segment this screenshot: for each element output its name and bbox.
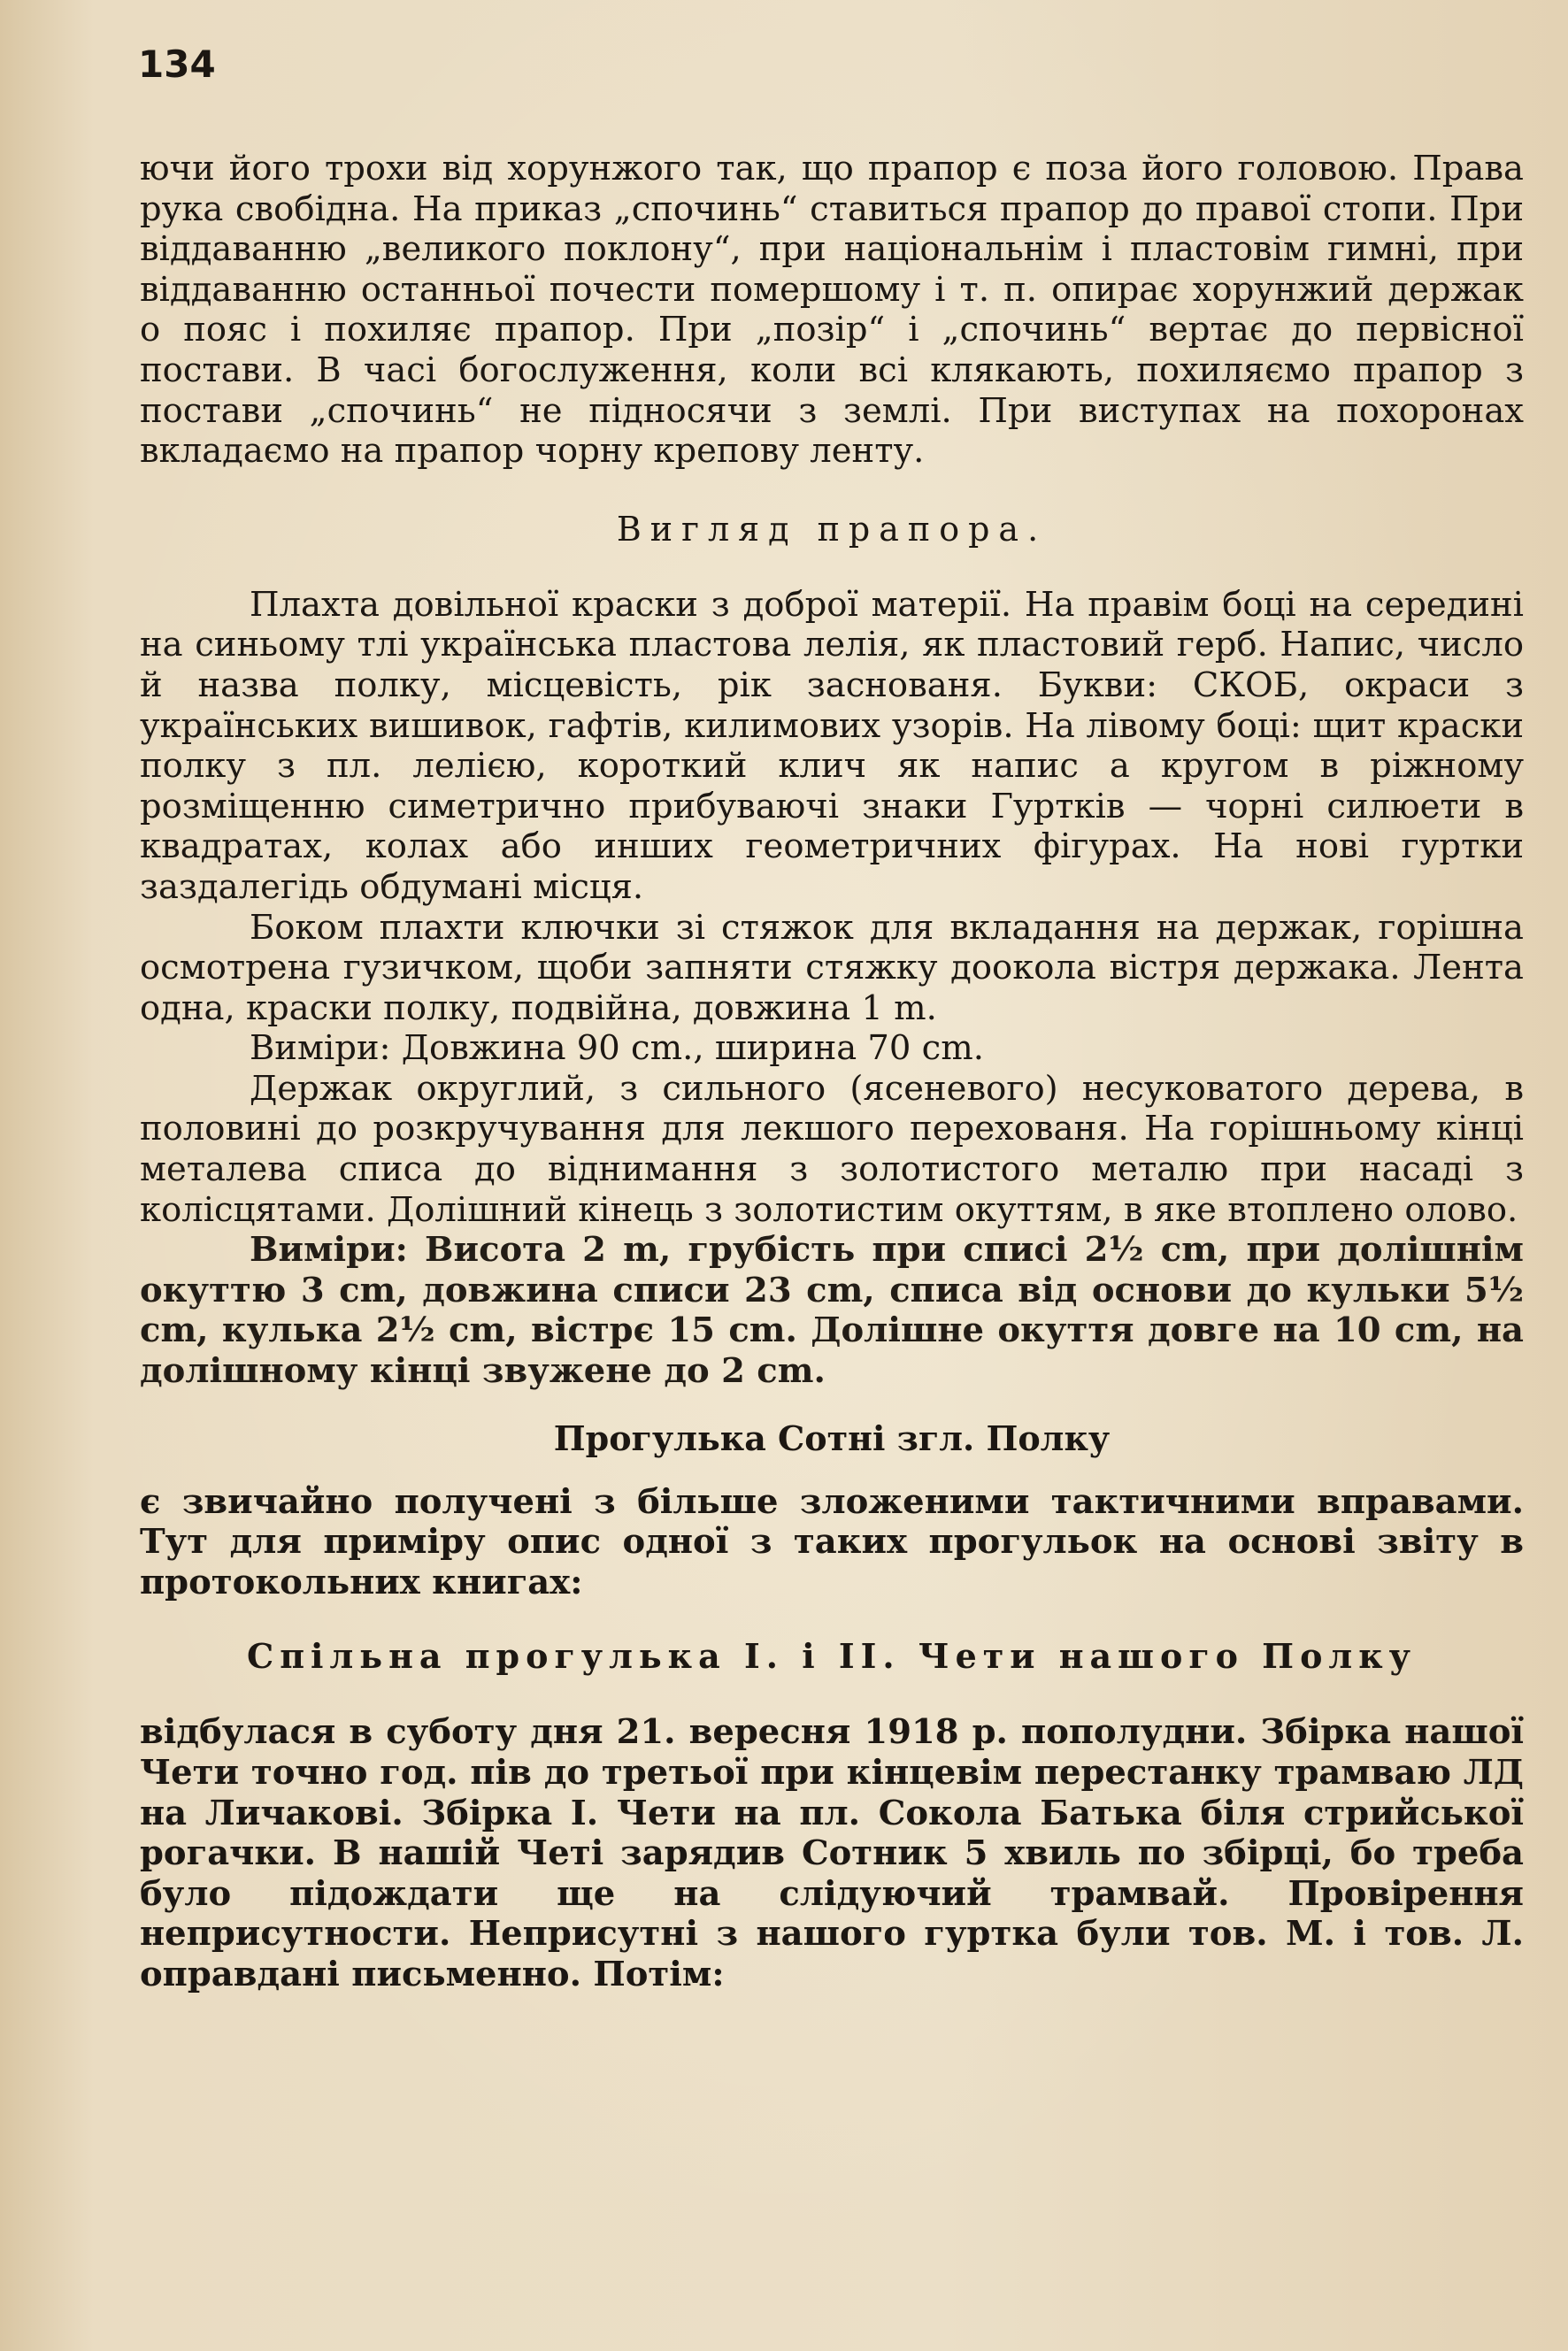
- paragraph-outing-intro: є звичайно получені з більше зложеними тактичними вправами. Тут для приміру опис одної з таких прогульок на основі звіту в протокольних книгах:: [140, 1481, 1524, 1602]
- page-content: [140, 149, 1524, 1995]
- paragraph-flag-handling: ючи його трохи від хорунжого так, що прапор є поза його головою. Права рука свобідна. На приказ „спочинь“ ставиться прапор до правої стопи. При віддаванню „великого поклону“, при національнім і пластовім гимні, при віддаванню останньої почести помершому і т. п. опирає хорунжий держак о пояс і похиляє прапор. При „позір“ і „спочинь“ вертає до первісної постави. В часі богослуження, коли всі клякають, похиляємо прапор з постави „спочинь“ не підносячи з землі. При виступах на похоронах вкладаємо на прапор чорну крепову ленту.: [140, 149, 1524, 472]
- section-heading-company-outing: Прогулька Сотні згл. Полку: [553, 1418, 1111, 1458]
- paragraph-flag-pole: Держак округлий, з сильного (ясеневого) несуковатого дерева, в половині до розкручування для лекшого перехованя. На горішньому кінці металева списа до віднимання з золотистого металю при насаді з колісцятами. Долішний кінець з золотистим окуттям, в яке втоплено олово.: [140, 1068, 1524, 1230]
- paragraph-flag-cloth: Плахта довільної краски з доброї матерії. На правім боці на середині на синьому тлі українська пластова лелія, як пластовий герб. Напис, число й назва полку, місцевість, рік заснованя. Букви: СКОБ, окраси з українських вишивок, гафтів, килимових узорів. На лівому боці: щит краски полку з пл. лелією, короткий клич як напис а кругом в ріжному розміщенню симетрично прибуваючі знаки Гуртків — чорні силюети в квадратах, колах або инших геометричних фігурах. На нові гуртки заздалегідь обдумані місця.: [140, 584, 1524, 907]
- paragraph-pole-dimensions: Виміри: Висота 2 m, грубість при списі 2½ cm, при долішнім окуттю 3 cm, довжина списи 23 cm, списа від основи до кульки 5½ cm, кулька 2½ cm, вістрє 15 cm. Долішне окуття довге на 10 cm, на долішному кінці звужене до 2 cm.: [140, 1230, 1524, 1392]
- paragraph-flag-ties: Боком плахти ключки зі стяжок для вкладання на держак, горішна осмотрена гузичком, щоби запняти стяжку доокола вістря держака. Лента одна, краски полку, подвійна, довжина 1 m.: [140, 907, 1524, 1028]
- paragraph-outing-report: відбулася в суботу дня 21. вересня 1918 р. пополудни. Збірка нашої Чети точно год. пів до третьої при кінцевім перестанку трамваю ЛД на Личакові. Збірка I. Чети на пл. Сокола Батька біля стрийської рогачки. В нашій Четі зарядив Сотник 5 хвиль по збірці, бо треба було підождати ще на слідуючий трамвай. Провірення неприсутности. Неприсутні з нашого гуртка були тов. М. і тов. Л. оправдані письменно. Потім:: [140, 1712, 1524, 1994]
- paragraph-flag-dimensions: Виміри: Довжина 90 cm., ширина 70 cm.: [250, 1028, 984, 1069]
- section-heading-joint-outing: Спільна прогулька I. і II. Чети нашого Полку: [247, 1636, 1417, 1677]
- page-number: 134: [138, 42, 216, 86]
- section-heading-flag-appearance: Вигляд прапора.: [616, 509, 1048, 549]
